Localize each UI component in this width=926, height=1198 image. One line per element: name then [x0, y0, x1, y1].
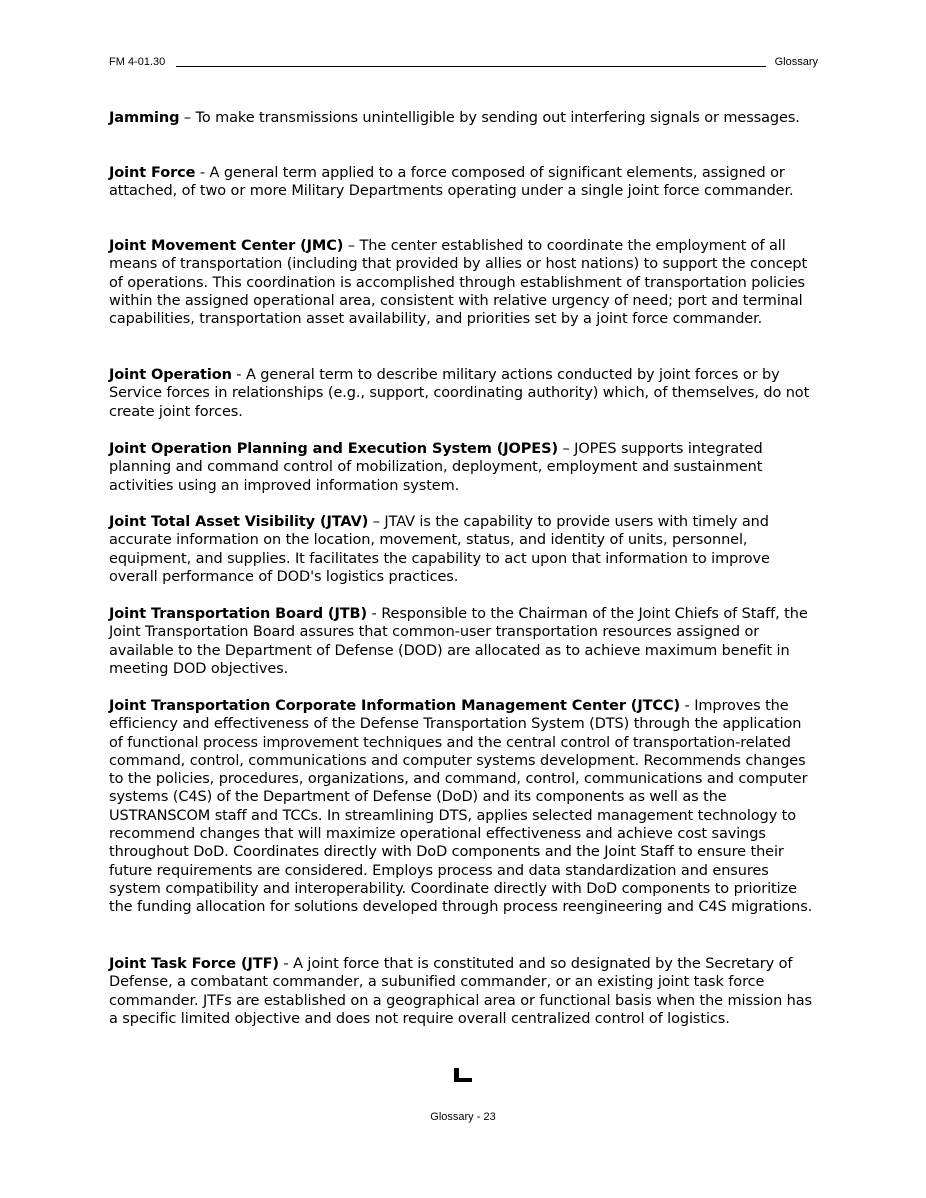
glossary-definition: The center established to coordinate the employment of all means of transportation (including that provided by allies or host nations) to support the concept of operations. This coordination is accomplished through establishment of transportation policies within the assigned operational area, consistent with relative urgency of need; port and terminal capabilities, transportation asset availability, and priorities set by a joint force commander. [109, 238, 808, 328]
running-header [109, 54, 818, 70]
glossary-term: Joint Operation Planning and Execution System (JOPES) [109, 441, 558, 457]
term-separator: – [179, 110, 196, 126]
glossary-entry [109, 366, 817, 421]
glossary-entry [109, 237, 817, 328]
term-separator: - [195, 165, 210, 181]
glossary-definition: JTAV is the capability to provide users with timely and accurate information on the location, movement, status, and identity of units, personnel, equipment, and supplies. It facilitates the capability to act upon that information to improve overall performance of DOD's logistics practices. [109, 514, 770, 585]
glossary-entry [109, 955, 817, 1028]
term-separator: – [368, 514, 385, 530]
glossary-definition: Improves the efficiency and effectiveness of the Defense Transportation System (DTS) through the application of functional process improvement techniques and the central control of transportation-related command, control, communications and computer systems development. Recommends changes to the policies, procedures, organizations, and command, control, communications and computer systems (C4S) of the Department of Defense (DoD) and its components as well as the USTRANSCOM staff and TCCs. In streamlining DTS, applies selected management technology to recommend changes that will maximize operational effectiveness and achieve cost savings throughout DoD. Coordinates directly with DoD components and the Joint Staff to ensure their future requirements are considered. Employs process and data standardization and ensures system compatibility and interoperability. Coordinate directly with DoD components to prioritize the funding allocation for solutions developed through process reengineering and C4S migrations. [109, 698, 813, 916]
glossary-term: Joint Transportation Board (JTB) [109, 606, 368, 622]
glossary-entry [109, 164, 817, 201]
glossary-term: Joint Task Force (JTF) [109, 956, 279, 972]
glossary-term: Joint Movement Center (JMC) [109, 238, 344, 254]
glossary-entry [109, 440, 817, 495]
glossary-term: Joint Force [109, 165, 196, 181]
term-separator: – [557, 441, 575, 457]
glossary-definition: A general term applied to a force composed of significant elements, assigned or attached, of two or more Military Departments operating under a single joint force commander. [109, 165, 794, 200]
header-manual-id: FM 4-01.30 [109, 56, 166, 68]
glossary-definition: To make transmissions unintelligible by sending out interfering signals or messages. [195, 110, 800, 126]
term-separator: - [367, 606, 382, 622]
glossary-term: Joint Total Asset Visibility (JTAV) [109, 514, 369, 530]
glossary-entry [109, 697, 817, 917]
glossary-entry [109, 513, 817, 586]
glossary-definition: Responsible to the Chairman of the Joint Chiefs of Staff, the Joint Transportation Board assures that common-user transportation resources assigned or available to the Department of Defense (DOD) are allocated as to achieve maximum benefit in meeting DOD objectives. [109, 606, 808, 677]
term-separator: – [343, 238, 360, 254]
glossary-term: Joint Transportation Corporate Information Management Center (JTCC) [109, 698, 681, 714]
term-separator: - [278, 956, 294, 972]
glossary-entry [109, 605, 817, 678]
header-rule [176, 66, 766, 67]
term-separator: - [231, 367, 246, 383]
glossary-definition: A general term to describe military actions conducted by joint forces or by Service forces in relationships (e.g., support, coordinating authority) which, of themselves, do not create joint forces. [109, 367, 810, 420]
end-of-section-mark-icon [454, 1068, 472, 1082]
glossary-term: Jamming [109, 110, 180, 126]
term-separator: - [680, 698, 695, 714]
glossary-entry [109, 109, 817, 127]
page-footer: Glossary - 23 [430, 1111, 496, 1123]
header-section-title: Glossary [774, 56, 818, 68]
glossary-term: Joint Operation [109, 367, 232, 383]
glossary-definition: JOPES supports integrated planning and command control of mobilization, deployment, employment and sustainment activities using an improved information system. [109, 441, 763, 494]
glossary-definition: A joint force that is constituted and so designated by the Secretary of Defense, a combatant commander, a subunified commander, or an existing joint task force commander. JTFs are established on a geographical area or functional basis when the mission has a specific limited objective and does not require overall centralized control of logistics. [109, 956, 812, 1027]
